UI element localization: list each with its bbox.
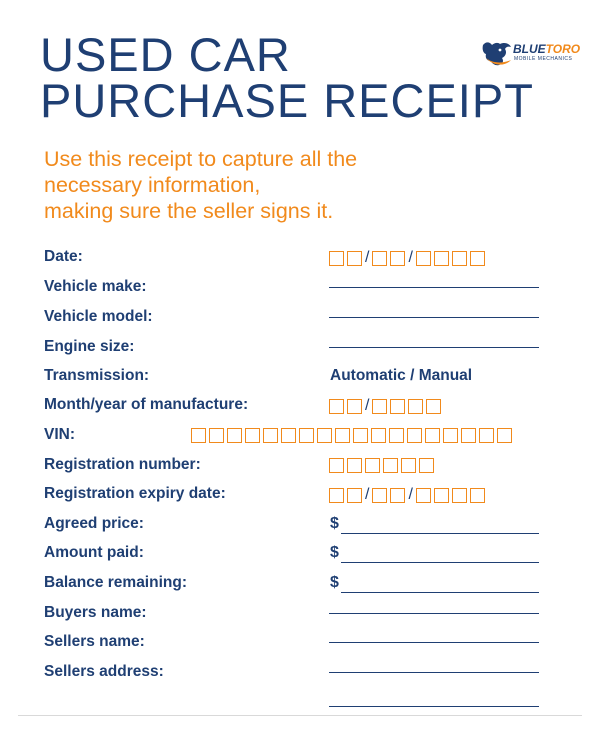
entry-box[interactable] bbox=[461, 428, 476, 443]
amount-paid-field[interactable] bbox=[330, 544, 539, 562]
bull-icon bbox=[480, 36, 514, 70]
entry-box[interactable] bbox=[497, 428, 512, 443]
agreed-price-label: Agreed price: bbox=[44, 515, 144, 532]
entry-box[interactable] bbox=[263, 428, 278, 443]
title-line-2: PURCHASE RECEIPT bbox=[40, 74, 534, 127]
manufacture-label: Month/year of manufacture: bbox=[44, 396, 249, 413]
logo-tagline: MOBILE MECHANICS bbox=[514, 56, 573, 62]
date-year-boxes[interactable] bbox=[416, 251, 488, 266]
row-engine-size bbox=[44, 338, 544, 360]
entry-box[interactable] bbox=[353, 428, 368, 443]
entry-box[interactable] bbox=[281, 428, 296, 443]
sellers-address-field-line-2[interactable] bbox=[329, 697, 539, 698]
vehicle-model-label: Vehicle model: bbox=[44, 308, 153, 325]
vin-field[interactable] bbox=[191, 428, 515, 443]
intro-line-2: necessary information, bbox=[44, 173, 261, 197]
expiry-day-boxes[interactable] bbox=[329, 488, 365, 503]
date-separator: / bbox=[365, 249, 370, 266]
date-separator: / bbox=[408, 249, 413, 266]
row-transmission bbox=[44, 367, 544, 389]
title-line-1: USED CAR bbox=[40, 28, 291, 81]
row-manufacture bbox=[44, 396, 544, 418]
row-registration-expiry bbox=[44, 485, 544, 507]
entry-box[interactable] bbox=[389, 428, 404, 443]
row-agreed-price bbox=[44, 515, 544, 537]
entry-box[interactable] bbox=[335, 428, 350, 443]
balance-remaining-field[interactable] bbox=[330, 574, 539, 592]
page-bottom-rule bbox=[18, 715, 582, 716]
entry-box[interactable] bbox=[401, 458, 416, 473]
row-sellers-address bbox=[44, 663, 544, 685]
transmission-label: Transmission: bbox=[44, 367, 150, 384]
intro-line-1: Use this receipt to capture all the bbox=[44, 147, 358, 171]
transmission-options[interactable]: Automatic / Manual bbox=[330, 367, 473, 384]
sellers-name-field[interactable] bbox=[329, 633, 539, 634]
entry-box[interactable] bbox=[209, 428, 224, 443]
amount-paid-label: Amount paid: bbox=[44, 544, 144, 561]
row-buyers-name bbox=[44, 604, 544, 626]
entry-box[interactable] bbox=[425, 428, 440, 443]
row-amount-paid bbox=[44, 544, 544, 566]
entry-box[interactable] bbox=[245, 428, 260, 443]
agreed-price-field[interactable] bbox=[330, 515, 539, 533]
entry-box[interactable] bbox=[479, 428, 494, 443]
sellers-address-field-line-1[interactable] bbox=[329, 663, 539, 664]
row-balance-remaining bbox=[44, 574, 544, 596]
buyers-name-field[interactable] bbox=[329, 604, 539, 605]
entry-box[interactable] bbox=[317, 428, 332, 443]
currency-symbol: $ bbox=[330, 574, 339, 591]
row-date bbox=[44, 248, 544, 270]
sellers-name-label: Sellers name: bbox=[44, 633, 145, 650]
vin-label: VIN: bbox=[44, 426, 75, 443]
page-title bbox=[40, 28, 534, 127]
row-vin bbox=[44, 426, 544, 448]
buyers-name-label: Buyers name: bbox=[44, 604, 147, 621]
entry-box[interactable] bbox=[419, 458, 434, 473]
registration-number-field[interactable] bbox=[329, 458, 437, 473]
manufacture-separator: / bbox=[365, 397, 370, 414]
entry-box[interactable] bbox=[365, 458, 380, 473]
currency-symbol: $ bbox=[330, 515, 339, 532]
bluetoro-logo bbox=[480, 36, 580, 70]
entry-box[interactable] bbox=[227, 428, 242, 443]
expiry-year-boxes[interactable] bbox=[416, 488, 488, 503]
entry-box[interactable] bbox=[299, 428, 314, 443]
intro-line-3: making sure the seller signs it. bbox=[44, 199, 334, 223]
entry-box[interactable] bbox=[407, 428, 422, 443]
date-day-boxes[interactable] bbox=[329, 251, 365, 266]
entry-box[interactable] bbox=[329, 458, 344, 473]
vehicle-make-label: Vehicle make: bbox=[44, 278, 147, 295]
vehicle-make-field[interactable] bbox=[329, 278, 539, 279]
expiry-separator: / bbox=[365, 486, 370, 503]
entry-box[interactable] bbox=[383, 458, 398, 473]
row-vehicle-make bbox=[44, 278, 544, 300]
date-label: Date: bbox=[44, 248, 83, 265]
vin-boxes[interactable] bbox=[191, 428, 515, 443]
sellers-address-label: Sellers address: bbox=[44, 663, 164, 680]
engine-size-label: Engine size: bbox=[44, 338, 135, 355]
row-registration-number bbox=[44, 456, 544, 478]
expiry-separator: / bbox=[408, 486, 413, 503]
registration-expiry-label: Registration expiry date: bbox=[44, 485, 226, 502]
date-month-boxes[interactable] bbox=[372, 251, 408, 266]
entry-box[interactable] bbox=[371, 428, 386, 443]
entry-box[interactable] bbox=[191, 428, 206, 443]
manufacture-month-boxes[interactable] bbox=[329, 399, 365, 414]
manufacture-field[interactable] bbox=[329, 398, 444, 414]
vehicle-model-field[interactable] bbox=[329, 308, 539, 309]
intro-text bbox=[44, 146, 357, 224]
registration-number-boxes[interactable] bbox=[329, 458, 437, 473]
entry-box[interactable] bbox=[443, 428, 458, 443]
manufacture-year-boxes[interactable] bbox=[372, 399, 444, 414]
engine-size-field[interactable] bbox=[329, 338, 539, 339]
entry-box[interactable] bbox=[347, 458, 362, 473]
registration-number-label: Registration number: bbox=[44, 456, 201, 473]
row-sellers-name bbox=[44, 633, 544, 655]
logo-wordmark: BLUETORO bbox=[513, 42, 581, 56]
date-field[interactable] bbox=[329, 250, 488, 266]
expiry-month-boxes[interactable] bbox=[372, 488, 408, 503]
balance-remaining-label: Balance remaining: bbox=[44, 574, 187, 591]
row-vehicle-model bbox=[44, 308, 544, 330]
registration-expiry-field[interactable] bbox=[329, 487, 488, 503]
currency-symbol: $ bbox=[330, 544, 339, 561]
